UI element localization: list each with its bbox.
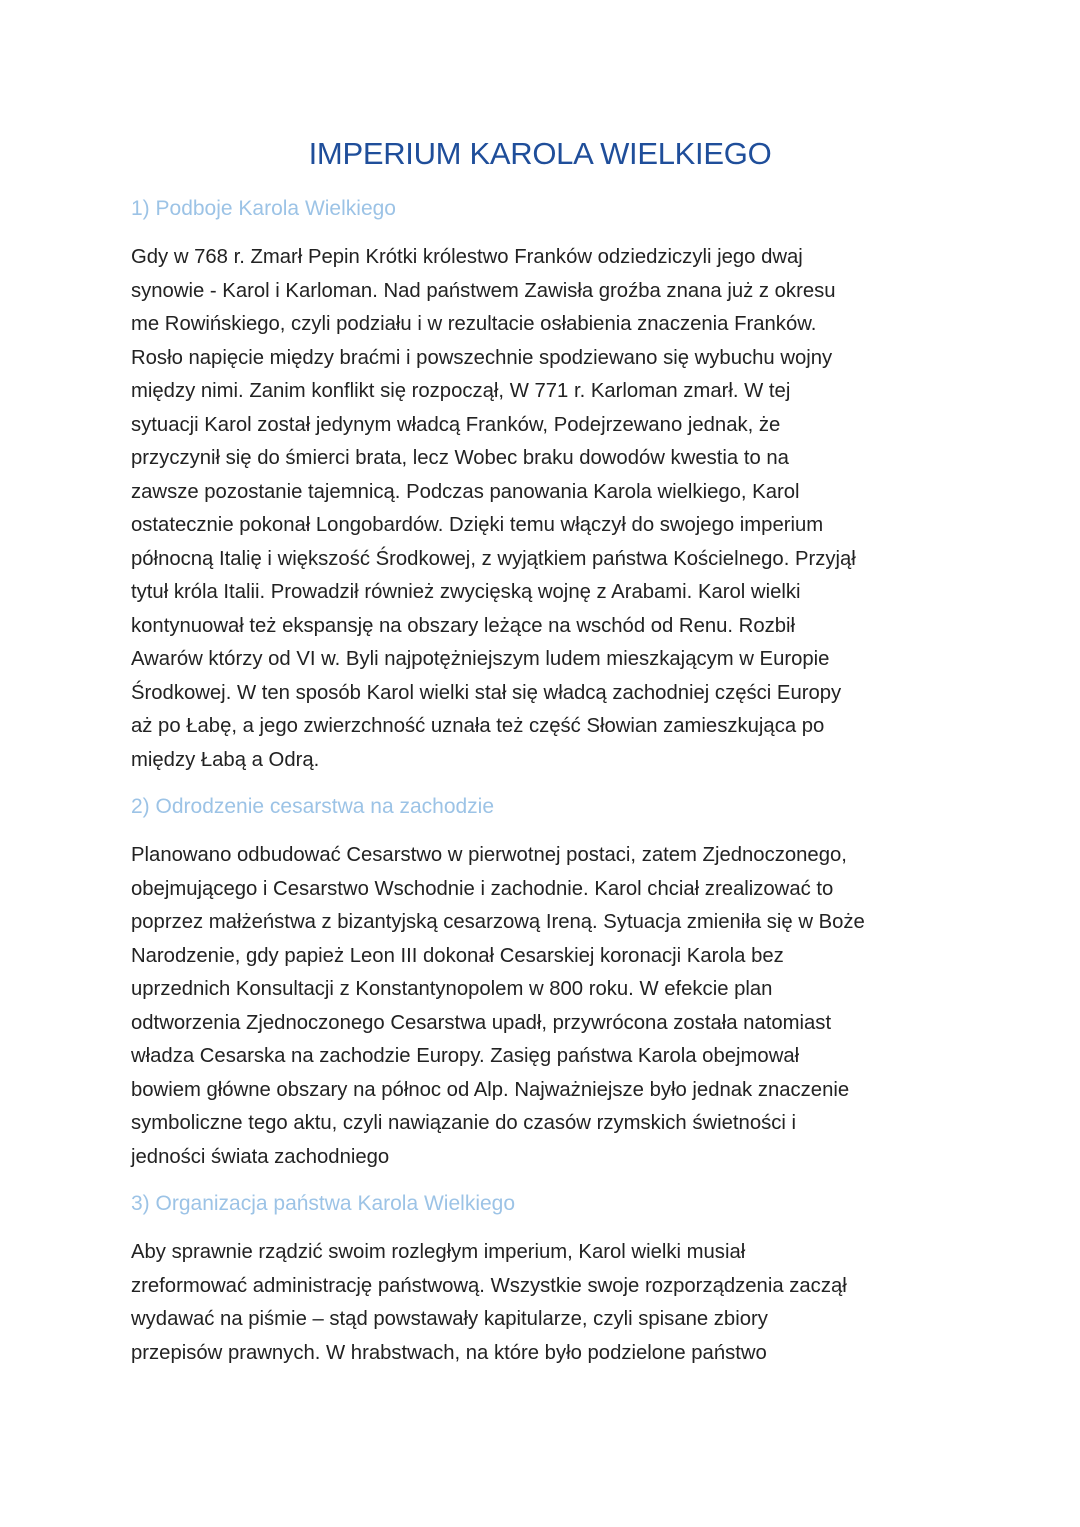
text-line: zreformować administrację państwową. Wszystkie swoje rozporządzenia zaczął — [131, 1274, 847, 1297]
text-line: poprzez małżeństwa z bizantyjską cesarzową Ireną. Sytuacja zmieniła się w Boże — [131, 911, 865, 933]
text-line: tytuł króla Italii. Prowadził również zwycięską wojnę z Arabami. Karol wielki — [131, 581, 801, 603]
text-line: Środkowej. W ten sposób Karol wielki stał się władcą zachodniej części Europy — [131, 681, 842, 704]
text-line: aż po Łabę, a jego zwierzchność uznała też część Słowian zamieszkująca po — [131, 715, 825, 737]
text-line: symboliczne tego aktu, czyli nawiązanie do czasów rzymskich świetności i — [131, 1112, 797, 1134]
section-heading-1: 1) Podboje Karola Wielkiego — [131, 197, 396, 220]
section-heading-3: 3) Organizacja państwa Karola Wielkiego — [131, 1192, 516, 1215]
text-line: przepisów prawnych. W hrabstwach, na które było podzielone państwo — [131, 1341, 767, 1364]
text-line: między nimi. Zanim konflikt się rozpoczął, W 771 r. Karloman zmarł. W tej — [131, 380, 791, 402]
text-line: Aby sprawnie rządzić swoim rozległym imperium, Karol wielki musiał — [131, 1241, 746, 1263]
text-line: Rosło napięcie między braćmi i powszechnie spodziewano się wybuchu wojny — [131, 346, 833, 369]
text-line: Gdy w 768 r. Zmarł Pepin Krótki królestwo Franków odziedziczyli jego dwaj — [131, 246, 803, 268]
section-heading-2: 2) Odrodzenie cesarstwa na zachodzie — [131, 795, 495, 818]
section-paragraph-2 — [131, 839, 951, 1174]
text-line: obejmującego i Cesarstwo Wschodnie i zachodnie. Karol chciał zrealizować to — [131, 877, 834, 900]
text-line: między Łabą a Odrą. — [131, 748, 320, 771]
text-line: ostatecznie pokonał Longobardów. Dzięki temu włączył do swojego imperium — [131, 514, 824, 536]
section-paragraph-3 — [131, 1236, 951, 1370]
text-line: przyczynił się do śmierci brata, lecz Wobec braku dowodów kwestia to na — [131, 447, 789, 469]
section-paragraph-1 — [131, 241, 951, 777]
text-line: odtworzenia Zjednoczonego Cesarstwa upadł, przywrócona została natomiast — [131, 1011, 832, 1034]
text-line: synowie - Karol i Karloman. Nad państwem Zawisła groźba znana już z okresu — [131, 279, 836, 302]
text-line: jedności świata zachodniego — [131, 1145, 390, 1168]
text-line: północną Italię i większość Środkowej, z wyjątkiem państwa Kościelnego. Przyjął — [131, 547, 856, 570]
text-line: Planowano odbudować Cesarstwo w pierwotnej postaci, zatem Zjednoczonego, — [131, 844, 847, 866]
text-line: wydawać na piśmie – stąd powstawały kapitularze, czyli spisane zbiory — [131, 1308, 768, 1330]
page-title: IMPERIUM KAROLA WIELKIEGO — [308, 136, 772, 171]
text-line: Awarów którzy od VI w. Byli najpotężniejszym ludem mieszkającym w Europie — [131, 648, 830, 670]
text-line: uprzednich Konsultacji z Konstantynopolem w 800 roku. W efekcie plan — [131, 978, 773, 1000]
text-line: me Rowińskiego, czyli podziału i w rezultacie osłabienia znaczenia Franków. — [131, 313, 817, 335]
text-line: zawsze pozostanie tajemnicą. Podczas panowania Karola wielkiego, Karol — [131, 480, 800, 503]
text-line: władza Cesarska na zachodzie Europy. Zasięg państwa Karola obejmował — [131, 1045, 800, 1067]
text-line: bowiem główne obszary na północ od Alp. Najważniejsze było jednak znaczenie — [131, 1078, 850, 1101]
text-line: Narodzenie, gdy papież Leon III dokonał Cesarskiej koronacji Karola bez — [131, 944, 784, 967]
text-line: kontynuował też ekspansję na obszary leżące na wschód od Renu. Rozbił — [131, 614, 796, 637]
text-line: sytuacji Karol został jedynym władcą Franków, Podejrzewano jednak, że — [131, 413, 781, 436]
